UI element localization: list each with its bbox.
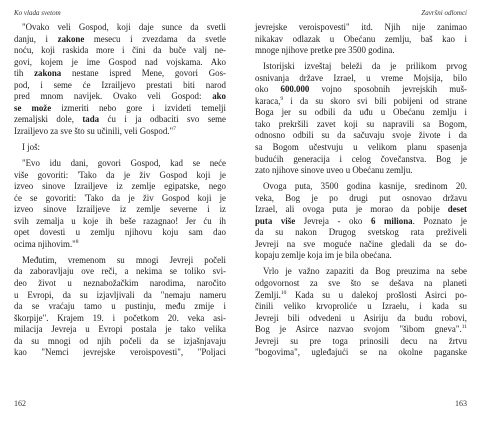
text-line	[255, 347, 467, 359]
text-line	[255, 301, 467, 313]
text-run: mnoge njihove pretke pre 3500 godina.	[255, 45, 395, 56]
text-line	[14, 278, 226, 290]
paragraph	[14, 158, 226, 250]
page-number-left: 162	[14, 399, 26, 408]
text-run: Izrael, ali ovoga puta je morao da pobije	[255, 204, 448, 215]
text-line	[255, 250, 467, 262]
text-run: će se govoriti: 'Tako da je živ Gospod koji je	[14, 192, 226, 203]
text-line	[14, 34, 226, 46]
text-line	[14, 80, 226, 92]
text-line	[14, 181, 226, 193]
bold-text: zakone	[57, 33, 85, 44]
text-run: Boga jer su odbili da uđu u Obećanu zemlju i	[255, 107, 467, 118]
text-line	[255, 142, 467, 154]
text-run: kao "Nemci jevrejske veroispovesti", "Poljaci	[14, 347, 226, 358]
text-line	[14, 216, 226, 228]
text-line	[14, 91, 226, 103]
text-line	[14, 266, 226, 278]
text-run: Kada su u dalekoj prošlosti Asirci po-	[286, 289, 467, 300]
text-line	[14, 347, 226, 359]
text-line	[255, 216, 467, 228]
running-header-left: Ko vlada svetom	[14, 9, 61, 17]
text-run: "Evo idu dani, govori Gospod, kad se neće	[22, 158, 226, 169]
paragraph	[255, 181, 467, 262]
text-run: izveo sinove Izrailjeve iz zemlje severne i iz	[14, 204, 226, 215]
text-run: da su nakon Drugog svetskog rata preživeli	[255, 227, 467, 238]
text-run: ću i ja odbaciti svo seme	[99, 114, 226, 125]
bold-text: 6 miliona	[370, 215, 413, 226]
text-run: vojno sposobnih jevrejskih muš-	[309, 84, 468, 95]
paragraph	[255, 61, 467, 176]
text-run: govi, kojem je ime Gospod nad vojskama. Ako	[14, 56, 226, 67]
text-run: oko	[255, 84, 281, 95]
right-page-body	[255, 22, 467, 359]
text-run: noću, koji raskida more i čini da buče valj ne-	[14, 45, 226, 56]
text-run: Zemlji.	[255, 289, 281, 300]
bold-text: se može	[14, 102, 52, 113]
text-run: škorpije". Krajem 19. i početkom 20. veka asi-	[14, 312, 226, 323]
text-line	[14, 324, 226, 336]
text-line	[255, 266, 467, 278]
text-run: da zaboravljaju ove reči, a nekima se toliko svi-	[14, 266, 226, 277]
text-run: opet dovesti u zemlju njihovu koju sam dao	[14, 227, 226, 238]
text-run: više govoriti: 'Tako da je živ Gospod koji je	[14, 169, 226, 180]
text-run: "Ovako veli Gospod, koji daje sunce da svetli	[22, 22, 226, 32]
text-run: zato njihove sinove uveo u Obećanu zemlju.	[255, 165, 413, 176]
text-run: Jevreja - oko	[295, 215, 371, 226]
paragraph	[14, 255, 226, 359]
text-run: milacija Jevreja u Evropi postala je tako velika	[14, 324, 226, 335]
footnote-marker: 10	[280, 289, 287, 296]
footnote-marker: 7	[173, 125, 176, 132]
text-line	[14, 290, 226, 302]
text-line	[14, 22, 226, 34]
text-line	[255, 84, 467, 96]
text-run: Izrailjevo za sve što su učinili, veli Gospod."	[14, 125, 174, 136]
text-run: sa Bogom učestvuju u velikom planu spasenja	[255, 141, 467, 152]
text-line	[14, 204, 226, 216]
text-line	[14, 126, 226, 138]
text-line	[14, 158, 226, 170]
text-line	[14, 301, 226, 313]
text-run: danju, i	[14, 33, 58, 44]
text-line	[14, 142, 226, 154]
text-line	[255, 45, 467, 57]
text-run: da se vraćaju tamo u pustinju, među zmije i	[14, 301, 226, 312]
text-run: Međutim, vremenom su mnogi Jevreji počeli	[22, 254, 226, 265]
text-run: Jevreji na sve moguće načine gledali da se do-	[255, 238, 467, 249]
text-run: Bog je Asirce nazvao svojom "šibom gneva".	[255, 324, 462, 335]
text-run: "bogovima", ugleđajući se na okolne paganske	[255, 347, 467, 358]
text-line	[14, 170, 226, 182]
text-run: odgovornost za sve što se dešava na planeti	[255, 277, 467, 288]
text-line	[255, 22, 467, 34]
text-run: Istorijski izveštaj beleži da je prilikom prvog	[263, 61, 467, 72]
bold-text: deset	[447, 204, 467, 215]
text-run: tih	[14, 68, 35, 79]
page-number-right: 163	[455, 399, 467, 408]
footnote-marker: 11	[461, 324, 467, 331]
text-run: I još:	[22, 141, 40, 152]
text-line	[255, 181, 467, 193]
running-header-right: Završni odlomci	[421, 9, 467, 17]
text-line	[255, 154, 467, 166]
text-line	[255, 204, 467, 216]
text-run: Ovoga puta, 3500 godina kasnije, sredinom 20.	[263, 181, 467, 192]
text-line	[255, 239, 467, 251]
text-line	[255, 290, 467, 302]
bold-text: puta više	[255, 215, 296, 226]
text-line	[255, 61, 467, 73]
text-run: izveo sinove Izrailjeve iz zemlje egipatske, nego	[14, 181, 226, 192]
text-run: tako prekršili zavet koji su napravili sa Bogom,	[255, 118, 467, 129]
text-run: odnosno odbili su da sačuvaju svoje živote i da	[255, 130, 467, 141]
text-run: veka, Bog je po drugi put osnovao državu	[255, 192, 467, 203]
left-page-body	[14, 22, 226, 359]
text-run: jevrejske veroispovesti" itd. Njih nije zanimao	[255, 22, 467, 32]
text-run: da su mnogi od njih počeli da se izjašnjavaju	[14, 335, 226, 346]
text-run: kopaju zemlje koja im je bila obećana.	[255, 250, 392, 261]
text-line	[255, 193, 467, 205]
text-run: osnivanja države Izrael, u vreme Mojsija, bilo	[255, 72, 467, 83]
footnote-marker: 9	[280, 95, 284, 102]
text-run: izmeriti nebo gore i izvideti temelji	[51, 102, 226, 113]
text-run: pred mnom navijek. Ovako veli Gospod:	[14, 91, 213, 102]
text-line	[255, 34, 467, 46]
text-line	[14, 57, 226, 69]
text-line	[14, 227, 226, 239]
text-line	[14, 336, 226, 348]
text-line	[255, 324, 467, 336]
text-run: Jevreji su pre toga prinosili decu na žrtvu	[255, 335, 467, 346]
paragraph	[255, 22, 467, 57]
text-line	[14, 68, 226, 80]
text-line	[255, 165, 467, 177]
text-run: karaca,	[255, 95, 281, 106]
text-line	[255, 278, 467, 290]
paragraph	[255, 266, 467, 358]
text-line	[14, 103, 226, 115]
text-run: u Evropi, da su izjavljivali da "nemaju nameru	[14, 289, 226, 300]
text-run: činili veliko krvoproliće u Izraelu, i kada su	[255, 301, 467, 312]
text-run: budućih generacija i celog čovečanstva. Bog je	[255, 153, 467, 164]
paragraph	[14, 142, 226, 154]
right-page	[255, 0, 467, 432]
footnote-marker: 8	[75, 238, 79, 245]
bold-text: ako	[212, 91, 226, 102]
bold-text: zakona	[34, 68, 62, 79]
paragraph	[14, 22, 226, 137]
text-line	[255, 73, 467, 85]
text-line	[255, 336, 467, 348]
text-run: svih zemalja u koje ih beše razagnao! Jer ću ih	[14, 215, 226, 226]
text-run: nestane ispred Mene, govori Gos-	[61, 68, 226, 79]
text-line	[14, 45, 226, 57]
text-line	[255, 107, 467, 119]
text-line	[255, 119, 467, 131]
text-run: Vrlo je važno zapaziti da Bog preuzima na sebe	[263, 266, 467, 277]
text-run: mesecu i zvezdama da svetle	[84, 33, 226, 44]
bold-text: 600.000	[280, 84, 310, 95]
text-run: ocima njihovim."	[14, 238, 76, 249]
left-page	[14, 0, 226, 432]
text-line	[255, 227, 467, 239]
bold-text: tada	[82, 114, 100, 125]
text-run: Jevreji bili odvedeni u Asiriju da budu robovi,	[255, 312, 467, 323]
text-line	[14, 193, 226, 205]
text-line	[255, 313, 467, 325]
text-line	[255, 130, 467, 142]
text-run: pod, i seme će Izrailjevo prestati biti narod	[14, 79, 226, 90]
text-run: zemaljski dole,	[14, 114, 83, 125]
text-line	[14, 313, 226, 325]
text-run: . Poznato je	[412, 215, 468, 226]
text-run: i da su skoro svi bili pobijeni od strane	[283, 95, 467, 106]
text-run: nikakav odlazak u Obećanu zemlju, baš kao i	[255, 33, 467, 44]
text-line	[14, 255, 226, 267]
text-line	[14, 239, 226, 251]
text-line	[255, 96, 467, 108]
text-line	[14, 114, 226, 126]
text-run: deo život u neznabožačkim narodima, naročito	[14, 277, 226, 288]
